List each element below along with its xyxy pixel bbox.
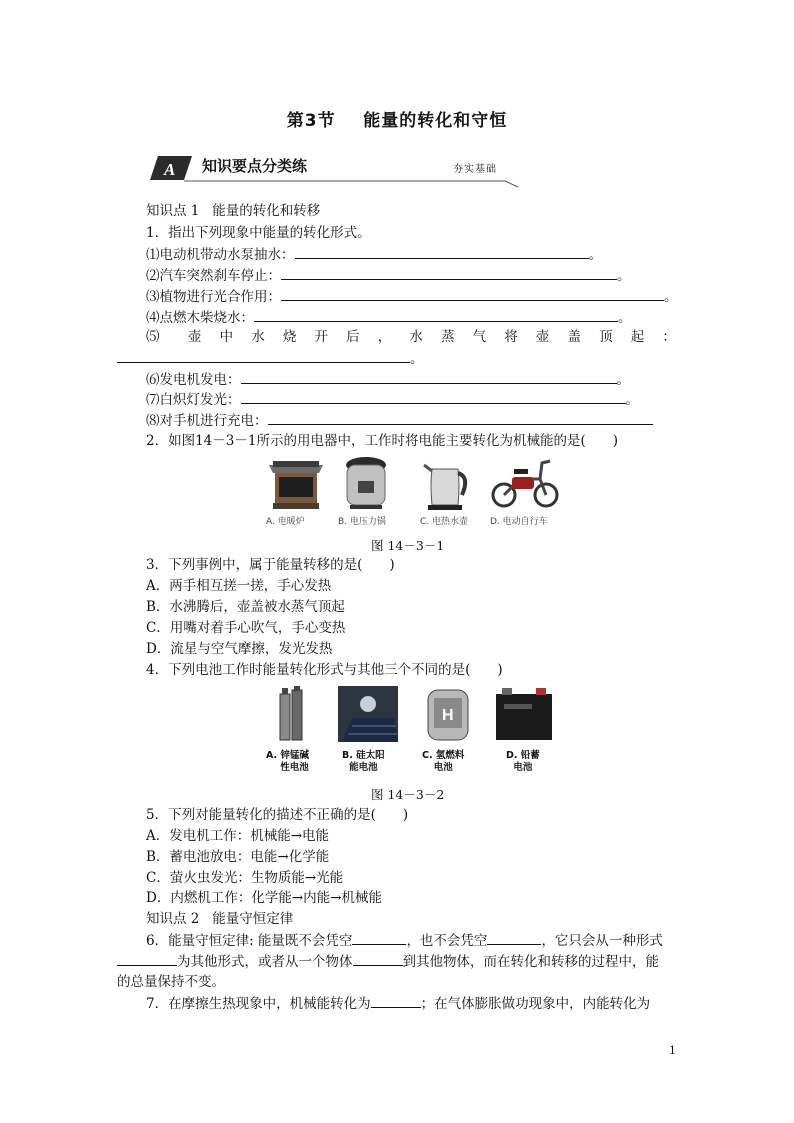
figure-14-3-1	[250, 453, 570, 533]
lead-acid-battery-image	[494, 686, 554, 742]
q3-option-c: C．用嘴对着手心吹气，手心变热	[146, 620, 346, 636]
q3-stem: 3．下列事例中，属于能量转移的是( )	[146, 557, 395, 573]
banner-badge: A	[164, 160, 176, 179]
q1-item-3: ⑶植物进行光合作用： 。	[146, 289, 678, 305]
q1-item-4: ⑷点燃木柴烧水： 。	[146, 310, 632, 326]
q3-option-d: D．流星与空气摩擦，发光发热	[146, 641, 333, 657]
hydrogen-fuel-cell-image	[424, 686, 472, 744]
electric-bicycle-image	[490, 455, 560, 511]
q1-item-2: ⑵汽车突然刹车停止： 。	[146, 268, 631, 284]
q1-item-5: ⑸ 壶 中 水 烧 开 后 ， 水 蒸 气 将 壶 盖 顶 起 ：	[146, 329, 676, 345]
kp2-label: 知识点 2	[146, 911, 200, 927]
q7-line-1: 7．在摩擦生热现象中，机械能转化为 ；在气体膨胀做功现象中，内能转化为	[146, 996, 651, 1012]
banner-tag: 夯实基础	[453, 164, 497, 175]
banner-heading: 知识要点分类练	[202, 157, 308, 175]
q4-option-c: C. 氢燃料 电池	[422, 750, 465, 773]
kp1-label: 知识点 1	[146, 203, 200, 219]
answer-blank[interactable]	[295, 245, 589, 259]
page-title	[0, 106, 794, 131]
electric-kettle-image	[422, 455, 472, 511]
answer-blank[interactable]	[487, 931, 541, 945]
q1-stem: 1．指出下列现象中能量的转化形式。	[146, 225, 371, 241]
q6-line-2: 为其他形式，或者从一个物体 到其他物体，而在转化和转移的过程中，能	[117, 952, 659, 971]
q2-option-a: A. 电暖炉	[266, 517, 305, 527]
answer-blank[interactable]	[353, 952, 403, 966]
q4-stem: 4．下列电池工作时能量转化形式与其他三个不同的是( )	[146, 662, 503, 678]
kp2-name: 能量守恒定律	[212, 911, 294, 927]
answer-blank[interactable]	[117, 349, 410, 363]
q4-option-b: B. 硅太阳 能电池	[342, 750, 385, 773]
answer-blank[interactable]	[281, 266, 617, 280]
section-number: 第3节	[286, 111, 336, 131]
section-banner	[150, 150, 520, 188]
answer-blank[interactable]	[117, 952, 177, 966]
electric-heater-image	[265, 455, 327, 511]
q1-item-7: ⑺白炽灯发光： 。	[146, 392, 639, 408]
answer-blank[interactable]	[241, 370, 617, 384]
pressure-cooker-image	[342, 455, 390, 511]
q5-option-c: C．萤火虫发光：生物质能→光能	[146, 870, 344, 886]
q1-item-5-text: 壶 中 水 烧 开 后 ， 水 蒸 气 将 壶 盖 顶 起 ：	[188, 329, 676, 345]
q1-item-6: ⑹发电机发电： 。	[146, 372, 630, 388]
kp1-name: 能量的转化和转移	[212, 203, 321, 219]
figure-caption-14-3-2: 图 14－3－2	[371, 787, 445, 802]
answer-blank[interactable]	[254, 308, 618, 322]
q5-option-d: D．内燃机工作：化学能→内能→机械能	[146, 890, 382, 906]
q6-line-1: 6．能量守恒定律: 能量既不会凭空 ，也不会凭空 ，它只会从一种形式	[146, 933, 663, 949]
solar-cell-image	[338, 686, 398, 742]
q4-option-d: D. 铅蓄 电池	[506, 750, 540, 773]
q2-option-d: D. 电动自行车	[490, 517, 548, 527]
knowledge-point-1	[146, 202, 320, 220]
figure-caption-14-3-1: 图 14－3－1	[371, 538, 445, 553]
q4-option-a: A. 锌锰碱 性电池	[266, 750, 309, 773]
answer-blank[interactable]	[268, 411, 653, 425]
q3-option-a: A．两手相互搓一搓，手心发热	[146, 578, 332, 594]
q1-item-5-continued: 。	[117, 349, 424, 368]
q2-stem: 2．如图14－3－1所示的用电器中，工作时将电能主要转化为机械能的是( )	[146, 433, 618, 449]
page-number: 1	[669, 1044, 676, 1057]
q1-item-8: ⑻对手机进行充电：	[146, 411, 653, 430]
alkaline-battery-image	[274, 686, 310, 744]
q5-stem: 5．下列对能量转化的描述不正确的是( )	[146, 807, 409, 823]
answer-blank[interactable]	[352, 931, 406, 945]
figure-14-3-2	[262, 684, 572, 779]
q6-line-3: 的总量保持不变。	[117, 974, 225, 990]
q2-option-b: B. 电压力锅	[338, 517, 386, 527]
q5-option-b: B．蓄电池放电：电能→化学能	[146, 849, 330, 865]
answer-blank[interactable]	[281, 287, 664, 301]
answer-blank[interactable]	[371, 994, 421, 1008]
q3-option-b: B．水沸腾后，壶盖被水蒸气顶起	[146, 599, 345, 615]
answer-blank[interactable]	[241, 390, 626, 404]
q2-option-c: C. 电热水壶	[420, 517, 469, 527]
knowledge-point-2	[146, 910, 293, 928]
q1-item-1: ⑴电动机带动水泵抽水： 。	[146, 247, 602, 263]
svg-text:H: H	[442, 707, 454, 724]
section-name: 能量的转化和守恒	[363, 111, 508, 131]
q5-option-a: A．发电机工作：机械能→电能	[146, 828, 330, 844]
